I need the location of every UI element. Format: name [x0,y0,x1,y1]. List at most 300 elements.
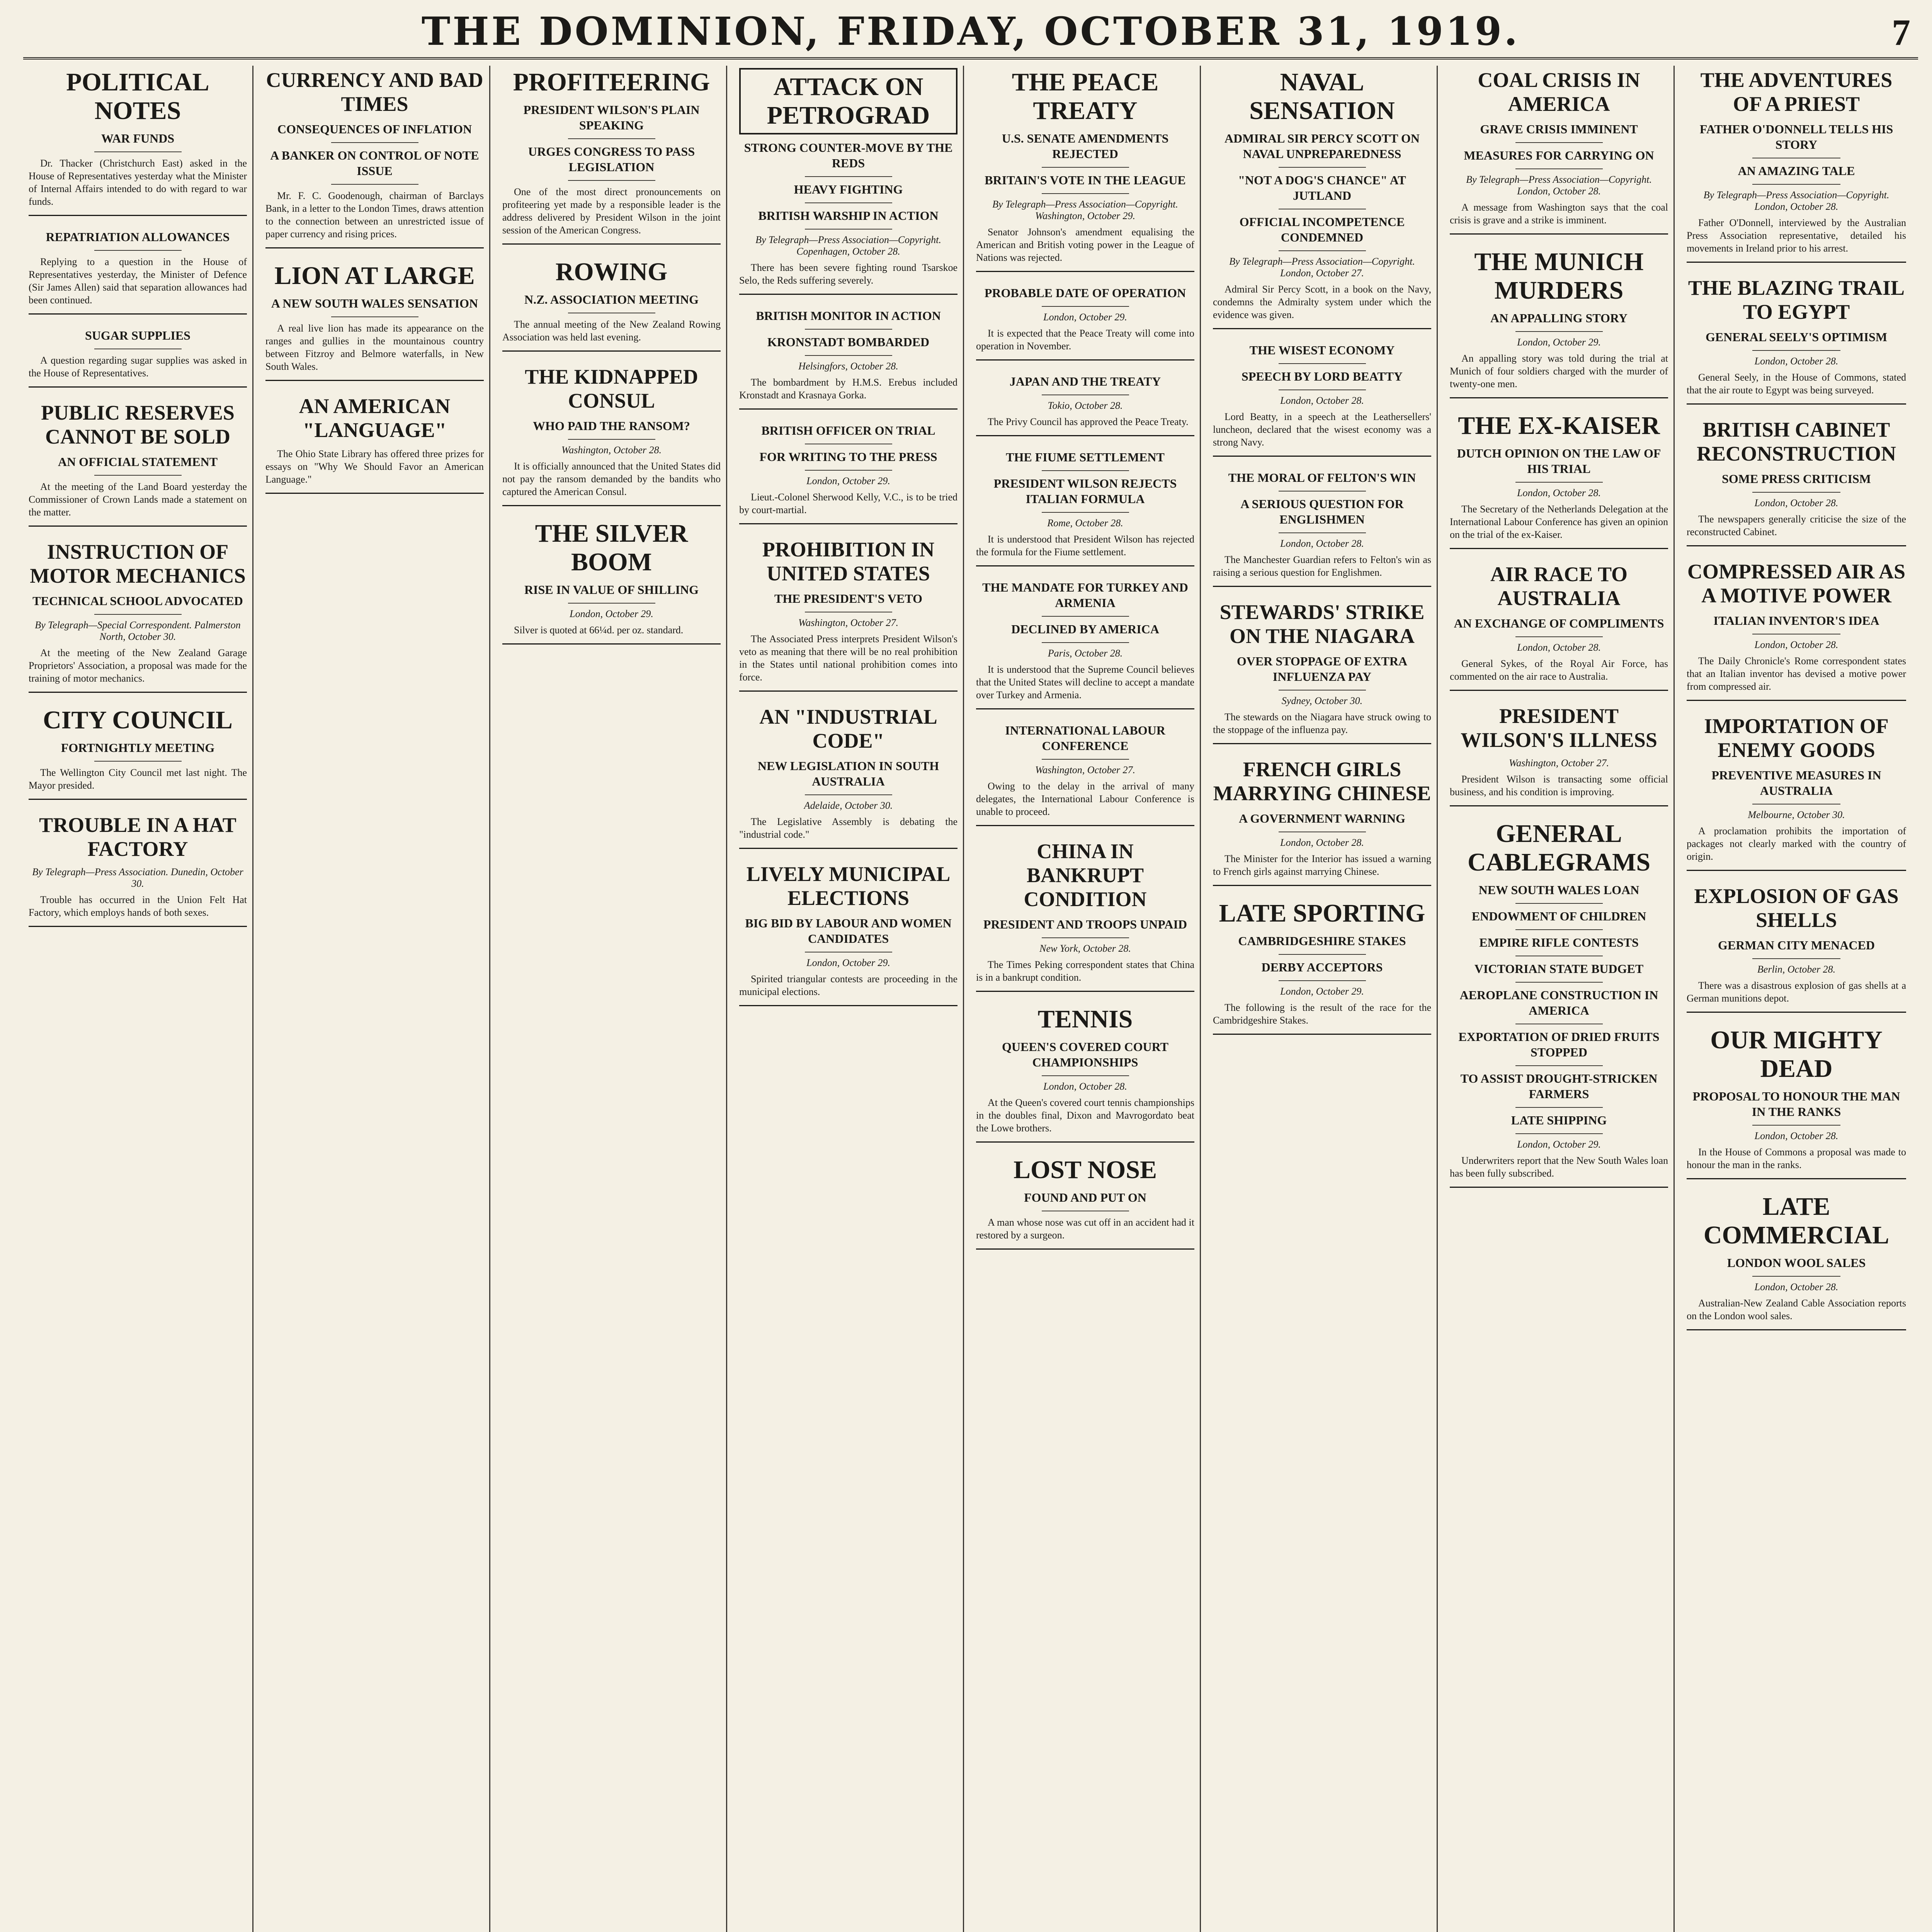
rule-divider [94,151,182,152]
article-body: It is understood that the Supreme Council believes that the United States will decline to accept a mandate over Turkey and Armenia. [976,664,1194,701]
columns-container [23,66,1918,1932]
article-separator [1687,262,1906,263]
rule-divider [1042,616,1129,617]
article-headline: INSTRUCTION OF MOTOR MECHANICS [30,540,246,587]
article [739,423,957,524]
article-subheading: THE MANDATE FOR TURKEY AND ARMENIA [982,580,1188,610]
article [1213,68,1431,329]
article-body: The annual meeting of the New Zealand Rowing Association was held last evening. [502,319,721,343]
article [502,519,721,645]
article-headline: THE BLAZING TRAIL TO EGYPT [1688,276,1905,323]
article-body: Silver is quoted at 66¼d. per oz. standard. [514,624,684,636]
article-dateline: Rome, October 28. [1047,517,1123,529]
article-separator [976,1141,1194,1143]
article-dateline: By Telegraph—Press Association—Copyright. London, October 28. [1466,174,1652,197]
article-separator [1687,403,1906,405]
article-separator [976,271,1194,272]
article-subheading: CONSEQUENCES OF INFLATION [277,122,472,136]
rule-divider [1042,193,1129,194]
rule-divider [1515,929,1603,930]
article-subheading: THE WISEST ECONOMY [1249,343,1395,357]
article-dateline: Melbourne, October 30. [1748,809,1845,820]
article-separator [1213,885,1431,886]
article-separator [1687,1178,1906,1179]
article-separator [265,380,484,381]
article-subheading: RISE IN VALUE OF SHILLING [524,583,699,597]
article-headline: COAL CRISIS IN AMERICA [1478,68,1640,116]
article [1687,68,1906,263]
article-dateline: Paris, October 28. [1048,648,1123,659]
article-subheading: SUGAR SUPPLIES [85,328,190,342]
article-body: At the meeting of the Land Board yesterday the Commissioner of Crown Lands made a statement on the matter. [29,481,247,518]
article-body: Admiral Sir Percy Scott, in a book on the Navy, condemns the Admiralty system under which the evidence was given. [1213,284,1431,320]
article-headline: AIR RACE TO AUSTRALIA [1490,563,1628,610]
article-subheading: OVER STOPPAGE OF EXTRA INFLUENZA PAY [1236,654,1408,684]
article [29,813,247,927]
article-subheading: THE FIUME SETTLEMENT [1006,450,1165,464]
article [1450,562,1668,691]
article-headline: THE EX-KAISER [1458,412,1660,440]
article [1687,276,1906,405]
article [265,394,484,494]
article-subheading: STRONG COUNTER-MOVE BY THE REDS [744,141,953,170]
article [29,68,247,216]
article-headline: OUR MIGHTY DEAD [1710,1026,1883,1083]
article-subheading: AEROPLANE CONSTRUCTION IN AMERICA [1459,988,1658,1017]
article-dateline: By Telegraph—Press Association. Dunedin, October 30. [32,866,243,889]
article-separator [1450,233,1668,235]
article [976,839,1194,992]
article-separator [1450,805,1668,806]
article-subheading: BRITAIN'S VOTE IN THE LEAGUE [985,173,1186,187]
article-subheading: EMPIRE RIFLE CONTESTS [1479,935,1639,949]
article-dateline: Washington, October 27. [798,617,899,628]
article-subheading: NEW LEGISLATION IN SOUTH AUSTRALIA [757,759,939,788]
rule-divider [1515,168,1603,169]
rule-divider [94,475,182,476]
article-separator [1450,690,1668,691]
article [1687,884,1906,1013]
article-separator [29,215,247,216]
rule-divider [1515,982,1603,983]
article [29,706,247,800]
article-body: Mr. F. C. Goodenough, chairman of Barclays Bank, in a letter to the London Times, draws attention to the connection between an unrestricted issue of paper currency and rising prices. [265,190,484,240]
article-body: Owing to the delay in the arrival of many delegates, the International Labour Conference is unable to proceed. [976,781,1194,817]
article-separator [739,690,957,692]
article-headline: LOST NOSE [1013,1156,1157,1184]
article-subheading: AN EXCHANGE OF COMPLIMENTS [1454,616,1664,630]
article-body: At the Queen's covered court tennis championships in the doubles final, Dixon and Mavrogordato beat the Lowe brothers. [976,1097,1194,1134]
article-subheading: THE MORAL OF FELTON'S WIN [1228,471,1416,485]
article-separator [1687,1012,1906,1013]
article-dateline: London, October 29. [1517,337,1601,348]
article-subheading: THE PRESIDENT'S VETO [774,592,922,605]
article-separator [739,408,957,410]
article-subheading: TO ASSIST DROUGHT-STRICKEN FARMERS [1460,1071,1658,1101]
article [1450,820,1668,1188]
article-subheading: GERMAN CITY MENACED [1718,938,1875,952]
article-subheading: CAMBRIDGESHIRE STAKES [1238,934,1406,948]
article-headline: AN AMERICAN "LANGUAGE" [299,395,451,442]
article-separator [739,848,957,849]
article-body: A question regarding sugar supplies was asked in the House of Representatives. [29,355,247,379]
article-headline: ATTACK ON PETROGRAD [739,68,957,134]
article [265,262,484,381]
rule-divider [568,439,655,440]
rule-divider [331,316,418,317]
article-subheading: A BANKER ON CONTROL OF NOTE ISSUE [270,148,479,178]
article-subheading: EXPORTATION OF DRIED FRUITS STOPPED [1458,1030,1660,1059]
article-body: Senator Johnson's amendment equalising the American and British voting power in the League of Nations was rejected. [976,226,1194,263]
article-body: Replying to a question in the House of Representatives yesterday, the Minister of Defence (Sir James Allen) said that separation allowances had been continued. [29,256,247,306]
article [739,308,957,410]
article-headline: COMPRESSED AIR AS A MOTIVE POWER [1687,560,1906,607]
rule-divider [805,329,892,330]
article-headline: BRITISH CABINET RECONSTRUCTION [1696,418,1896,465]
article-subheading: BRITISH OFFICER ON TRIAL [761,423,935,437]
rule-divider [1279,980,1366,981]
article-separator [29,526,247,527]
article-subheading: MEASURES FOR CARRYING ON [1464,148,1654,162]
article-headline: POLITICAL NOTES [66,68,209,125]
rule-divider [331,142,418,143]
masthead [23,7,1918,60]
column-8 [1681,66,1912,1932]
article-headline: ROWING [555,258,668,286]
article-subheading: N.Z. ASSOCIATION MEETING [524,293,699,306]
rule-divider [331,184,418,185]
article-dateline: London, October 29. [806,957,890,968]
article-body: The stewards on the Niagara have struck owing to the stoppage of the influenza pay. [1213,711,1431,735]
article-subheading: PRESIDENT WILSON'S PLAIN SPEAKING [523,103,700,132]
rule-divider [1752,1276,1840,1277]
article [1213,899,1431,1035]
article-body: Lieut.-Colonel Sherwood Kelly, V.C., is to be tried by court-martial. [739,492,957,515]
article-dateline: London, October 29. [806,475,890,486]
article-headline: EXPLOSION OF GAS SHELLS [1694,884,1899,932]
article [976,374,1194,436]
article-body: It is expected that the Peace Treaty will come into operation in November. [976,328,1194,352]
article-separator [265,247,484,248]
article-dateline: By Telegraph—Press Association—Copyright. London, October 27. [1229,256,1415,279]
article [739,537,957,692]
article-separator [976,359,1194,361]
column-6 [1208,66,1438,1932]
article-subheading: FATHER O'DONNELL TELLS HIS STORY [1699,122,1893,151]
article-subheading: PREVENTIVE MEASURES IN AUSTRALIA [1711,768,1881,798]
article [29,540,247,693]
article-separator [265,493,484,494]
rule-divider [1752,184,1840,185]
article-body: A proclamation prohibits the importation of packages not clearly marked with the country of origin. [1687,825,1906,862]
article-subheading: WHO PAID THE RANSOM? [533,419,690,433]
article-body: The Times Peking correspondent states that China is in a bankrupt condition. [976,959,1194,983]
article-dateline: London, October 28. [1280,538,1364,549]
article-body: President Wilson is transacting some official business, and his condition is improving. [1450,774,1668,798]
article-headline: CHINA IN BANKRUPT CONDITION [1024,840,1147,911]
page-number: 7 [1892,12,1910,53]
article-headline: GENERAL CABLEGRAMS [1467,820,1651,876]
rule-divider [1042,642,1129,643]
article-separator [1213,586,1431,587]
article-subheading: HEAVY FIGHTING [794,182,903,196]
article-headline: THE ADVENTURES OF A PRIEST [1700,68,1893,116]
article-subheading: U.S. SENATE AMENDMENTS REJECTED [1002,131,1169,161]
article-headline: STEWARDS' STRIKE ON THE NIAGARA [1219,600,1425,648]
rule-divider [805,355,892,356]
article [29,401,247,527]
article-body: In the House of Commons a proposal was made to honour the man in the ranks. [1687,1146,1906,1170]
rule-divider [1279,954,1366,955]
rule-divider [1279,250,1366,251]
article [1687,1192,1906,1330]
article-subheading: DERBY ACCEPTORS [1261,960,1383,974]
article-dateline: Adelaide, October 30. [804,800,893,811]
column-3 [497,66,727,1932]
article-dateline: Washington, October 27. [1035,764,1136,776]
article-separator [739,523,957,524]
rule-divider [94,761,182,762]
rule-divider [1279,532,1366,533]
article-subheading: PROPOSAL TO HONOUR THE MAN IN THE RANKS [1692,1089,1900,1119]
article-subheading: FOR WRITING TO THE PRESS [759,450,937,464]
article-headline: TENNIS [1037,1005,1133,1033]
article-subheading: A NEW SOUTH WALES SENSATION [271,296,478,310]
article-separator [976,1248,1194,1250]
article-dateline: Berlin, October 28. [1757,964,1836,975]
article-dateline: London, October 29. [1043,311,1127,323]
column-1 [23,66,253,1932]
article [1213,342,1431,457]
article [976,68,1194,272]
article-separator [1213,328,1431,329]
article-separator [976,991,1194,992]
article-separator [1213,1034,1431,1035]
rule-divider [1752,350,1840,351]
article-subheading: BIG BID BY LABOUR AND WOMEN CANDIDATES [745,916,952,946]
rule-divider [1279,363,1366,364]
rule-divider [1515,1107,1603,1108]
article-dateline: London, October 28. [1043,1081,1127,1092]
article-separator [502,350,721,352]
article-headline: THE SILVER BOOM [535,519,688,576]
article-body: The Minister for the Interior has issued a warning to French girls against marrying Chinese. [1213,853,1431,877]
article-dateline: London, October 29. [570,608,653,619]
article-subheading: SPEECH BY LORD BEATTY [1242,369,1403,383]
article-subheading: BRITISH WARSHIP IN ACTION [758,209,939,223]
article-body: The bombardment by H.M.S. Erebus included Kronstadt and Krasnaya Gorka. [739,377,957,401]
article-subheading: KRONSTADT BOMBARDED [767,335,930,349]
article-separator [1450,1187,1668,1188]
article-subheading: GENERAL SEELY'S OPTIMISM [1705,330,1888,344]
rule-divider [1752,958,1840,959]
rule-divider [1515,142,1603,143]
article-separator [1687,545,1906,546]
rule-divider [1515,331,1603,332]
article [1450,412,1668,549]
article-separator [1687,1329,1906,1330]
article-body: It is officially announced that the United States did not pay the ransom demanded by the bandits who captured the American Consul. [502,461,721,497]
article-separator [502,643,721,645]
article [1687,714,1906,871]
article-body: The Manchester Guardian refers to Felton's win as raising a serious question for Englishmen. [1213,554,1431,578]
masthead-title: THE DOMINION, FRIDAY, OCTOBER 31, 1919. [421,9,1520,54]
article-body: Dr. Thacker (Christchurch East) asked in the House of Representatives yesterday what the Minister of Internal Affairs intended to do with regard to war funds. [29,158,247,207]
article-subheading: URGES CONGRESS TO PASS LEGISLATION [528,145,695,174]
article-headline: LION AT LARGE [274,262,475,290]
article-subheading: JAPAN AND THE TREATY [1009,374,1161,388]
article-separator [502,505,721,506]
article-separator [29,692,247,693]
article-headline: LATE SPORTING [1219,899,1425,927]
article-dateline: By Telegraph—Press Association—Copyright. Copenhagen, October 28. [755,234,941,257]
article [502,365,721,506]
rule-divider [1515,636,1603,637]
rule-divider [1042,470,1129,471]
article-headline: THE KIDNAPPED CONSUL [525,365,698,412]
article-headline: CITY COUNCIL [43,706,233,734]
article-subheading: ENDOWMENT OF CHILDREN [1471,909,1646,923]
article-body: The Legislative Assembly is debating the "industrial code." [739,816,957,840]
article-headline: IMPORTATION OF ENEMY GOODS [1704,714,1889,762]
article [502,68,721,245]
article-subheading: SOME PRESS CRITICISM [1722,472,1871,486]
article-dateline: London, October 28. [1754,1281,1838,1293]
article-body: Father O'Donnell, interviewed by the Australian Press Association representative, detailed his movements in Ireland prior to his arrest. [1687,217,1906,254]
article-subheading: INTERNATIONAL LABOUR CONFERENCE [1005,723,1165,753]
article-separator [976,825,1194,826]
rule-divider [1752,492,1840,493]
article-separator [1687,700,1906,701]
article-dateline: New York, October 28. [1039,943,1131,954]
article-separator [739,1005,957,1006]
article [976,580,1194,709]
article-body: The Privy Council has approved the Peace Treaty. [988,416,1189,427]
article [1687,418,1906,546]
article-dateline: London, October 28. [1754,639,1838,650]
article-separator [1450,397,1668,398]
article-body: Australian-New Zealand Cable Association reports on the London wool sales. [1687,1298,1906,1321]
article-body: A real live lion has made its appearance on the ranges and gullies in the mountainous country between Fitzroy and Belmore waterfalls, in New South Wales. [265,323,484,372]
article-headline: TROUBLE IN A HAT FACTORY [39,813,236,861]
article-dateline: By Telegraph—Special Correspondent. Palmerston North, October 30. [35,619,241,642]
article [1450,248,1668,398]
rule-divider [1042,1075,1129,1076]
rule-divider [1279,389,1366,390]
article [739,68,957,295]
article-headline: LIVELY MUNICIPAL ELECTIONS [746,862,951,910]
article-subheading: VICTORIAN STATE BUDGET [1474,962,1644,976]
article [29,229,247,315]
article-headline: THE MUNICH MURDERS [1474,248,1644,304]
article-dateline: Helsingfors, October 28. [798,361,898,372]
article-body: The Associated Press interprets President Wilson's veto as meaning that there will be no real prohibition in the States until national prohibition comes into force. [739,633,957,683]
article [1213,600,1431,744]
article-dateline: London, October 28. [1280,395,1364,406]
article-body: The Ohio State Library has offered three prizes for essays on "Why We Should Favor an American Language." [265,448,484,485]
article [976,285,1194,361]
rule-divider [1515,1133,1603,1134]
article-subheading: FOUND AND PUT ON [1024,1190,1146,1204]
article-dateline: Washington, October 28. [561,444,662,456]
article-subheading: QUEEN'S COVERED COURT CHAMPIONSHIPS [1002,1040,1168,1069]
article-dateline: By Telegraph—Press Association—Copyright. Washington, October 29. [992,199,1178,221]
article-headline: CURRENCY AND BAD TIMES [266,68,483,116]
article [739,862,957,1006]
article-separator [976,435,1194,436]
article [976,723,1194,826]
article-subheading: "NOT A DOG'S CHANCE" AT JUTLAND [1238,173,1406,202]
article-dateline: London, October 28. [1754,1130,1838,1141]
article-subheading: PRESIDENT AND TROOPS UNPAID [983,917,1187,931]
article-separator [29,386,247,388]
article-subheading: WAR FUNDS [101,131,175,145]
article-body: An appalling story was told during the trial at Munich of four soldiers charged with the murder of twenty-one men. [1450,353,1668,389]
article-headline: PRESIDENT WILSON'S ILLNESS [1461,704,1657,752]
article-headline: LATE COMMERCIAL [1703,1192,1889,1249]
article [1450,704,1668,806]
column-4 [734,66,964,1932]
article-separator [1213,456,1431,457]
article-subheading: A GOVERNMENT WARNING [1239,811,1405,825]
article-dateline: London, October 28. [1517,487,1601,498]
article-subheading: DECLINED BY AMERICA [1011,622,1159,636]
article-subheading: DUTCH OPINION ON THE LAW OF HIS TRIAL [1457,446,1661,476]
article-dateline: Tokio, October 28. [1048,400,1123,411]
article-subheading: PROBABLE DATE OF OPERATION [984,286,1186,300]
article-headline: PROFITEERING [513,68,710,96]
article-subheading: AN APPALLING STORY [1490,311,1628,325]
rule-divider [1515,903,1603,904]
article-subheading: TECHNICAL SCHOOL ADVOCATED [32,594,243,608]
article-separator [1213,743,1431,744]
rule-divider [568,603,655,604]
article-body: A man whose nose was cut off in an accident had it restored by a surgeon. [976,1217,1194,1241]
article-body: General Sykes, of the Royal Air Force, has commented on the air race to Australia. [1450,658,1668,682]
article-subheading: LONDON WOOL SALES [1727,1256,1866,1270]
rule-divider [1752,1125,1840,1126]
article [29,328,247,388]
article-body: At the meeting of the New Zealand Garage Proprietors' Association, a proposal was made for the training of motor mechanics. [29,647,247,684]
article-dateline: London, October 28. [1517,642,1601,653]
article-headline: NAVAL SENSATION [1249,68,1395,125]
article-subheading: BRITISH MONITOR IN ACTION [756,309,941,323]
article-body: It is understood that President Wilson has rejected the formula for the Fiume settlement. [976,534,1194,558]
column-5 [971,66,1201,1932]
article-subheading: OFFICIAL INCOMPETENCE CONDEMNED [1239,215,1405,244]
article-body: Underwriters report that the New South Wales loan has been fully subscribed. [1450,1155,1668,1179]
article-subheading: FORTNIGHTLY MEETING [61,741,215,755]
article-body: There was a disastrous explosion of gas shells at a German munitions depot. [1687,980,1906,1004]
article-body: Trouble has occurred in the Union Felt Hat Factory, which employs hands of both sexes. [29,894,247,918]
article-subheading: LATE SHIPPING [1511,1113,1607,1127]
article [1450,68,1668,235]
article-separator [739,294,957,295]
article-body: General Seely, in the House of Commons, stated that the air route to Egypt was being surveyed. [1687,372,1906,396]
article-headline: PUBLIC RESERVES CANNOT BE SOLD [41,401,235,448]
article [976,1005,1194,1143]
rule-divider [1279,491,1366,492]
article [1687,560,1906,701]
article-headline: FRENCH GIRLS MARRYING CHINESE [1213,758,1431,805]
article-separator [29,313,247,315]
article-headline: PROHIBITION IN UNITED STATES [762,538,935,585]
article [976,1156,1194,1250]
rule-divider [1279,167,1366,168]
rule-divider [94,614,182,615]
rule-divider [568,180,655,181]
article-body: Spirited triangular contests are proceeding in the municipal elections. [739,973,957,997]
